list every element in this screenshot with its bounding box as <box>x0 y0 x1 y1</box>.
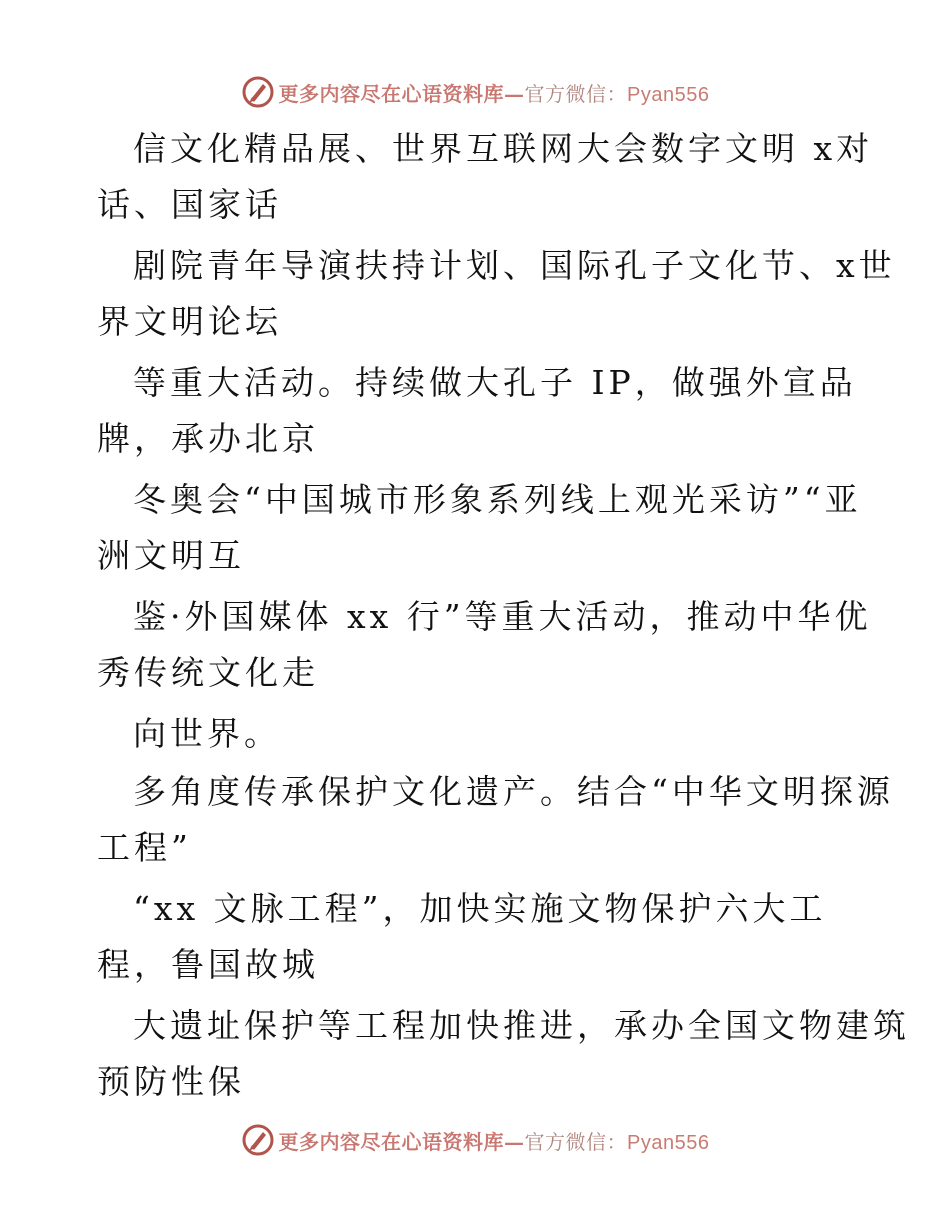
watermark-dash: — <box>504 81 525 106</box>
text-line: 鉴·外国媒体 xx 行”等重大活动，推动中华优 <box>133 597 872 636</box>
text-line: 程，鲁国故城 <box>97 945 319 984</box>
text-line: “xx 文脉工程”，加快实施文物保护六大工 <box>133 889 827 928</box>
watermark-text <box>279 78 710 107</box>
text-line: 大遗址保护等工程加快推进，承办全国文物建筑 <box>133 1006 910 1045</box>
text-line: 向世界。 <box>133 714 281 753</box>
watermark-account: Pyan556 <box>627 1131 710 1154</box>
text-line: 冬奥会“中国城市形象系列线上观光采访”“亚 <box>133 480 862 519</box>
text-line: 信文化精品展、世界互联网大会数字文明 x对 <box>133 129 874 168</box>
watermark-wechat-label: 官方微信： <box>524 1129 628 1154</box>
text-line: 等重大活动。持续做大孔子 IP，做强外宣品 <box>133 363 857 402</box>
text-line: 剧院青年导演扶持计划、国际孔子文化节、x世 <box>133 246 896 285</box>
watermark-text <box>279 1126 710 1155</box>
text-line: 秀传统文化走 <box>97 653 319 692</box>
footer-watermark <box>0 1120 950 1160</box>
watermark-brand: 更多内容尽在心语资料库 <box>278 81 505 106</box>
text-line: 话、国家话 <box>97 185 282 224</box>
text-line: 工程” <box>97 828 192 867</box>
text-line: 预防性保 <box>97 1062 245 1101</box>
watermark-dash: — <box>504 1129 525 1154</box>
text-line: 牌，承办北京 <box>97 419 319 458</box>
text-line: 界文明论坛 <box>97 302 282 341</box>
watermark-brand: 更多内容尽在心语资料库 <box>278 1129 505 1154</box>
watermark-wechat-label: 官方微信： <box>524 81 628 106</box>
pen-nib-logo-icon <box>241 75 275 109</box>
text-line: 多角度传承保护文化遗产。结合“中华文明探源 <box>133 772 894 811</box>
header-watermark <box>0 72 950 112</box>
pen-nib-logo-icon <box>241 1123 275 1157</box>
text-line: 洲文明互 <box>97 536 245 575</box>
watermark-account: Pyan556 <box>627 83 710 106</box>
